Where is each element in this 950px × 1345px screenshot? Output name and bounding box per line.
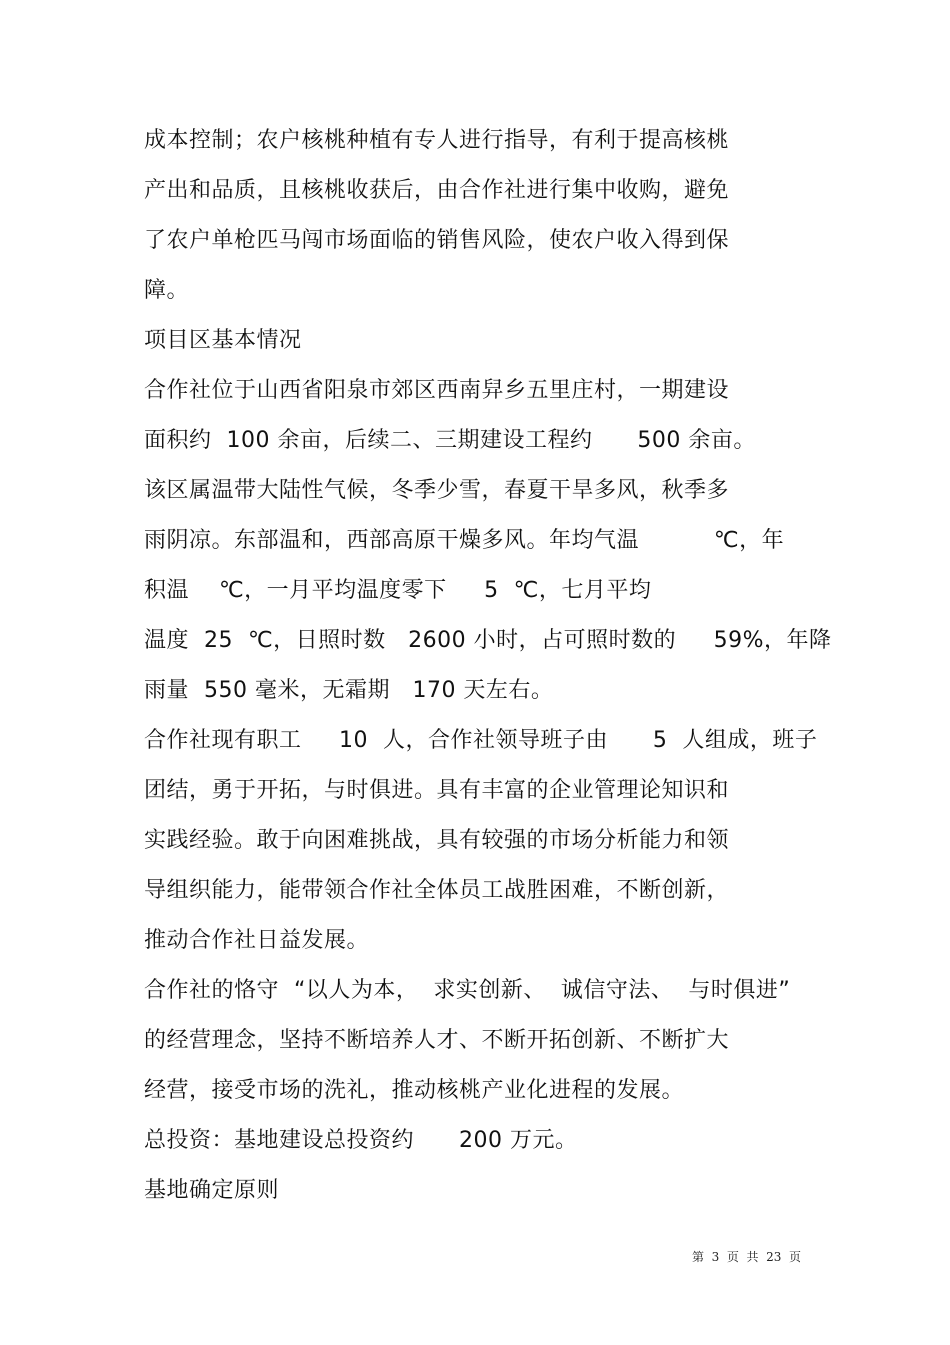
body-text-line: 团结，勇于开拓，与时俱进。具有丰富的企业管理论知识和 — [144, 778, 730, 803]
body-text-line: 导组织能力，能带领合作社全体员工战胜困难，不断创新， — [144, 878, 730, 903]
body-text-line: 合作社的恪守 “以人为本， 求实创新、 诚信守法、 与时俱进” — [144, 978, 791, 1003]
body-text-line: 总投资：基地建设总投资约 200 万元。 — [144, 1128, 578, 1153]
body-text-line: 合作社现有职工 10 人，合作社领导班子由 5 人组成，班子 — [144, 728, 818, 753]
body-text-line: 积温 ℃，一月平均温度零下 5 ℃，七月平均 — [144, 578, 652, 603]
body-text-line: 了农户单枪匹马闯市场面临的销售风险，使农户收入得到保 — [144, 228, 730, 253]
body-text-line: 温度 25 ℃，日照时数 2600 小时，占可照时数的 59%，年降 — [144, 628, 832, 653]
body-text-line: 的经营理念，坚持不断培养人才、不断开拓创新、不断扩大 — [144, 1028, 730, 1053]
body-text-line: 产出和品质，且核桃收获后，由合作社进行集中收购，避免 — [144, 178, 730, 203]
body-text-line: 雨阴凉。东部温和，西部高原干燥多风。年均气温 ℃，年 — [144, 528, 785, 553]
body-text-line: 实践经验。敢于向困难挑战，具有较强的市场分析能力和领 — [144, 828, 730, 853]
section-heading: 项目区基本情况 — [144, 328, 302, 353]
body-text-line: 该区属温带大陆性气候，冬季少雪，春夏干旱多风，秋季多 — [144, 478, 730, 503]
section-heading: 基地确定原则 — [144, 1178, 280, 1203]
body-text-line: 经营，接受市场的洗礼，推动核桃产业化进程的发展。 — [144, 1078, 685, 1103]
body-text-line: 面积约 100 余亩，后续二、三期建设工程约 500 余亩。 — [144, 428, 756, 453]
body-text-line: 障。 — [144, 278, 190, 303]
body-text-line: 合作社位于山西省阳泉市郊区西南舁乡五里庄村，一期建设 — [144, 378, 730, 403]
body-text-line: 成本控制；农户核桃种植有专人进行指导，有利于提高核桃 — [144, 128, 730, 153]
body-text-line: 雨量 550 毫米，无霜期 170 天左右。 — [144, 678, 554, 703]
body-text-line: 推动合作社日益发展。 — [144, 928, 370, 953]
page-number: 第 3 页 共 23 页 — [692, 1250, 802, 1264]
